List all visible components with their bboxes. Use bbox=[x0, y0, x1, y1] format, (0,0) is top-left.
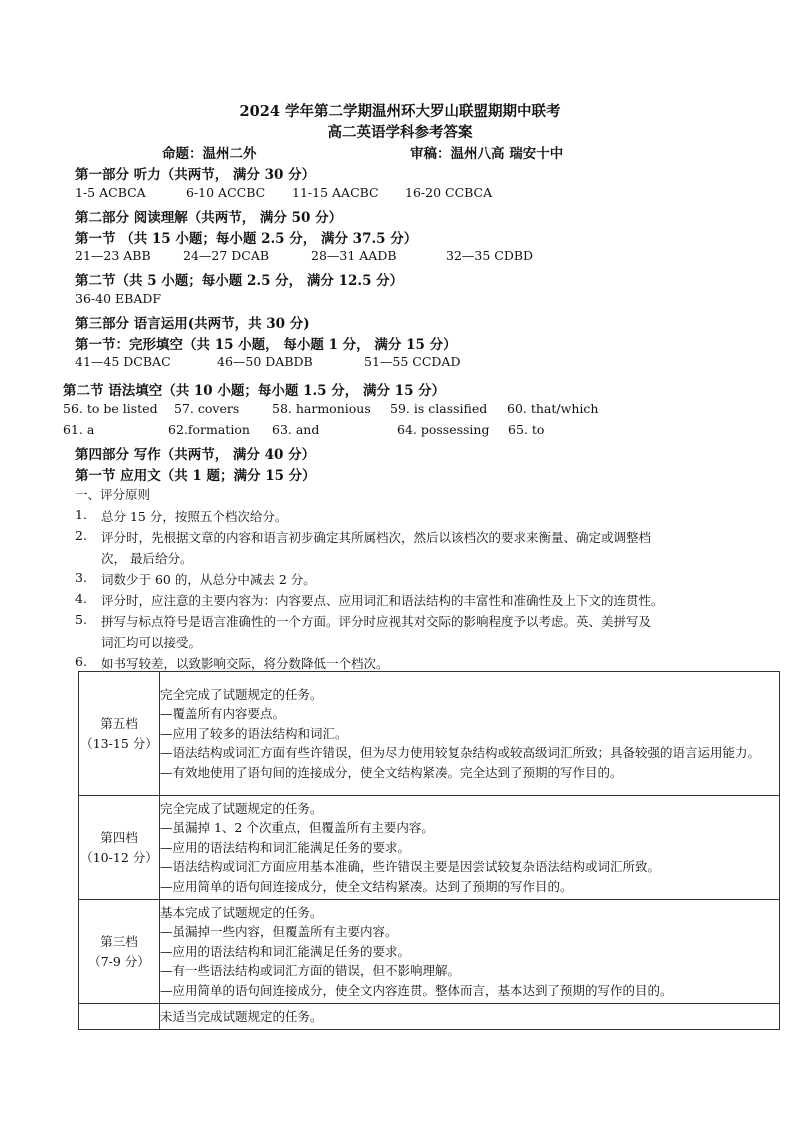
rule-text: 次， 最后给分。 bbox=[101, 551, 193, 566]
criteria-line: —应用的语法结构和词汇能满足任务的要求。 bbox=[160, 839, 411, 855]
criteria-line: 未适当完成试题规定的任务。 bbox=[160, 1008, 323, 1024]
grammar-answer: 58. harmonious bbox=[272, 401, 371, 416]
criteria-line: —语法结构或词汇方面有些许错误，但为尽力使用较复杂结构或较高级词汇所致；具备较强的语言运用能力。 bbox=[160, 745, 761, 761]
level-range: （10-12 分） bbox=[80, 849, 158, 865]
rule-text: 词汇均可以接受。 bbox=[101, 635, 202, 650]
answer-group: 32—35 CDBD bbox=[446, 248, 534, 263]
grammar-answer: 57. covers bbox=[174, 401, 240, 416]
criteria-line: 完全完成了试题规定的任务。 bbox=[160, 800, 323, 816]
criteria-cell bbox=[160, 900, 780, 1004]
part2-section2-heading: 第二节（共 5 小题；每小题 2.5 分， 满分 12.5 分） bbox=[75, 273, 404, 289]
level-name: 第四档 bbox=[100, 829, 138, 845]
grammar-answer: 63. and bbox=[272, 422, 320, 437]
rule-number: 4. bbox=[75, 591, 87, 606]
criteria-line: —覆盖所有内容要点。 bbox=[160, 706, 286, 722]
table-row bbox=[79, 796, 780, 900]
level-name: 第三档 bbox=[100, 933, 138, 949]
level-range: （7-9 分） bbox=[88, 953, 150, 969]
rule-text: 词数少于 60 的，从总分中减去 2 分。 bbox=[101, 572, 316, 587]
part4-heading: 第四部分 写作（共两节， 满分 40 分） bbox=[75, 447, 316, 463]
criteria-line: —有一些语法结构或词汇方面的错误，但不影响理解。 bbox=[160, 963, 461, 979]
criteria-line: —虽漏掉 1、2 个次重点，但覆盖所有主要内容。 bbox=[160, 820, 434, 836]
rule-number: 5. bbox=[75, 612, 87, 627]
rule-text: 评分时，先根据文章的内容和语言初步确定其所属档次，然后以该档次的要求来衡量、确定或调整档 bbox=[101, 530, 652, 545]
level-cell bbox=[79, 1004, 160, 1030]
grammar-answer: 60. that/which bbox=[507, 401, 599, 416]
level-cell bbox=[79, 900, 160, 1004]
part2-heading: 第二部分 阅读理解（共两节， 满分 50 分） bbox=[75, 210, 343, 226]
answer-group: 11-15 AACBC bbox=[292, 185, 379, 200]
part4-section1-heading: 第一节 应用文（共 1 题；满分 15 分） bbox=[75, 468, 316, 484]
rule-number: 2. bbox=[75, 528, 87, 543]
rule-text: 如书写较差，以致影响交际，将分数降低一个档次。 bbox=[101, 656, 389, 671]
grammar-answer: 64. possessing bbox=[397, 422, 490, 437]
answer-group: 46—50 DABDB bbox=[217, 354, 313, 369]
grading-table bbox=[78, 671, 780, 1030]
rule-text: 总分 15 分，按照五个档次给分。 bbox=[101, 509, 288, 524]
criteria-line: —应用简单的语句间连接成分，使全文内容连贯。整体而言，基本达到了预期的写作的目的。 bbox=[160, 982, 673, 998]
answer-group: 36-40 EBADF bbox=[75, 291, 162, 306]
grammar-answer: 62.formation bbox=[168, 422, 250, 437]
reviewer-info: 审稿：温州八高 瑞安十中 bbox=[410, 146, 564, 162]
answer-group: 28—31 AADB bbox=[311, 248, 397, 263]
setter-info: 命题：温州二外 bbox=[162, 146, 257, 162]
criteria-line: —应用了较多的语法结构和词汇。 bbox=[160, 725, 348, 741]
level-cell bbox=[79, 796, 160, 900]
answer-group: 24—27 DCAB bbox=[183, 248, 270, 263]
criteria-cell bbox=[160, 672, 780, 796]
rule-number: 6. bbox=[75, 654, 87, 669]
rule-text: 拼写与标点符号是语言准确性的一个方面。评分时应视其对交际的影响程度予以考虑。英、美拼写及 bbox=[101, 614, 652, 629]
table-row bbox=[79, 1004, 780, 1030]
grammar-answer: 61. a bbox=[63, 422, 95, 437]
criteria-line: —虽漏掉一些内容，但覆盖所有主要内容。 bbox=[160, 924, 398, 940]
grammar-answer: 59. is classified bbox=[390, 401, 488, 416]
criteria-line: —有效地使用了语句间的连接成分，使全文结构紧凑。完全达到了预期的写作目的。 bbox=[160, 764, 623, 780]
criteria-line: —应用的语法结构和词汇能满足任务的要求。 bbox=[160, 943, 411, 959]
criteria-line: 基本完成了试题规定的任务。 bbox=[160, 904, 323, 920]
rule-number: 3. bbox=[75, 570, 87, 585]
table-row bbox=[79, 900, 780, 1004]
grammar-answer: 65. to bbox=[508, 422, 545, 437]
answer-group: 6-10 ACCBC bbox=[186, 185, 266, 200]
rule-number: 1. bbox=[75, 507, 87, 522]
answer-group: 21—23 ABB bbox=[75, 248, 151, 263]
answer-group: 51—55 CCDAD bbox=[364, 354, 461, 369]
level-name: 第五档 bbox=[100, 715, 138, 731]
part2-section1-heading: 第一节 （共 15 小题；每小题 2.5 分， 满分 37.5 分） bbox=[75, 231, 418, 247]
answer-group: 16-20 CCBCA bbox=[405, 185, 493, 200]
rule-text: 评分时，应注意的主要内容为：内容要点、应用词汇和语法结构的丰富性和准确性及上下文的连贯性。 bbox=[101, 593, 664, 608]
part3-section2-heading: 第二节 语法填空（共 10 小题；每小题 1.5 分， 满分 15 分） bbox=[63, 383, 446, 399]
level-range: （13-15 分） bbox=[80, 735, 158, 751]
criteria-line: —语法结构或词汇方面应用基本准确，些许错误主要是因尝试较复杂语法结构或词汇所致。 bbox=[160, 859, 661, 875]
table-row bbox=[79, 672, 780, 796]
part1-heading: 第一部分 听力（共两节， 满分 30 分） bbox=[75, 167, 316, 183]
criteria-line: 完全完成了试题规定的任务。 bbox=[160, 686, 323, 702]
principles-heading: 一、评分原则 bbox=[75, 487, 151, 502]
exam-title: 2024 学年第二学期温州环大罗山联盟期期中联考 bbox=[239, 103, 561, 120]
document-subtitle: 高二英语学科参考答案 bbox=[327, 124, 473, 141]
criteria-cell bbox=[160, 796, 780, 900]
part3-heading: 第三部分 语言运用(共两节，共 30 分) bbox=[75, 316, 310, 332]
answer-group: 41—45 DCBAC bbox=[75, 354, 171, 369]
part3-section1-heading: 第一节：完形填空（共 15 小题， 每小题 1 分， 满分 15 分） bbox=[75, 337, 457, 353]
criteria-cell bbox=[160, 1004, 780, 1030]
answer-group: 1-5 ACBCA bbox=[75, 185, 146, 200]
criteria-line: —应用简单的语句间连接成分，使全文结构紧凑。达到了预期的写作目的。 bbox=[160, 878, 573, 894]
grammar-answer: 56. to be listed bbox=[63, 401, 158, 416]
level-cell bbox=[79, 672, 160, 796]
